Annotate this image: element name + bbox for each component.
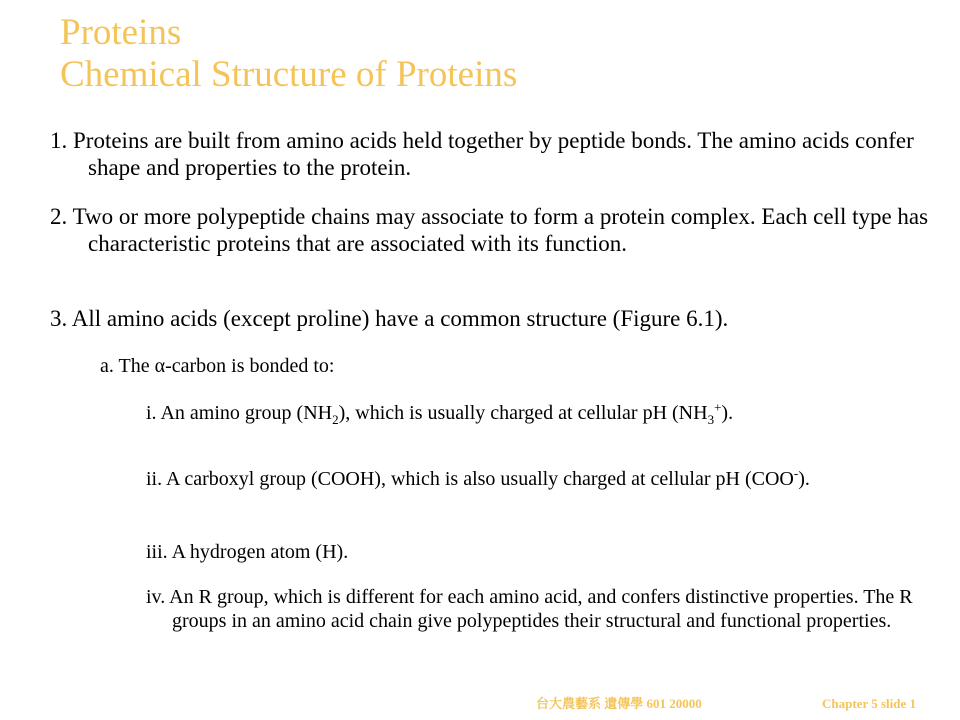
sub-point-i-subscript-1: 2 (332, 412, 339, 427)
sub-point-ii-text: ii. A carboxyl group (COOH), which is also usually charged at cellular pH (COO (146, 468, 794, 490)
sub-point-i-superscript: + (714, 399, 722, 415)
sub-point-i (146, 401, 960, 425)
sub-point-i-mid: ), which is usually charged at cellular pH (NH (338, 402, 708, 424)
point-1: 1. Proteins are built from amino acids held together by peptide bonds. The amino acids confer shape and properties to the protein. (50, 128, 914, 180)
sub-point-ii-superscript: - (793, 465, 799, 481)
point-2: 2. Two or more polypeptide chains may associate to form a protein complex. Each cell type has characteristic proteins that are associated with its function. (50, 204, 929, 256)
sub-point-ii (146, 467, 960, 491)
sub-point-i-subscript-2: 3 (707, 412, 715, 427)
sub-point-iii: iii. A hydrogen atom (H). (146, 541, 349, 563)
point-3a: a. The α-carbon is bonded to: (100, 355, 335, 377)
footer-slide-number: Chapter 5 slide 1 (822, 696, 917, 711)
footer-course: 台大農藝系 遺傳學 601 20000 (536, 696, 702, 711)
title-line-2: Chemical Structure of Proteins (60, 54, 518, 95)
sub-point-i-end: ). (721, 402, 734, 424)
title-line-1: Proteins (60, 12, 182, 53)
point-3: 3. All amino acids (except proline) have a common structure (Figure 6.1). (50, 306, 729, 331)
sub-point-i-text: i. An amino group (NH (146, 402, 333, 424)
sub-point-iv: iv. An R group, which is different for each amino acid, and confers distinctive properties. The R groups in an amino acid chain give polypeptides their structural and functional properties. (146, 586, 913, 632)
slide-title (60, 12, 517, 96)
sub-point-ii-end: ). (798, 468, 810, 490)
